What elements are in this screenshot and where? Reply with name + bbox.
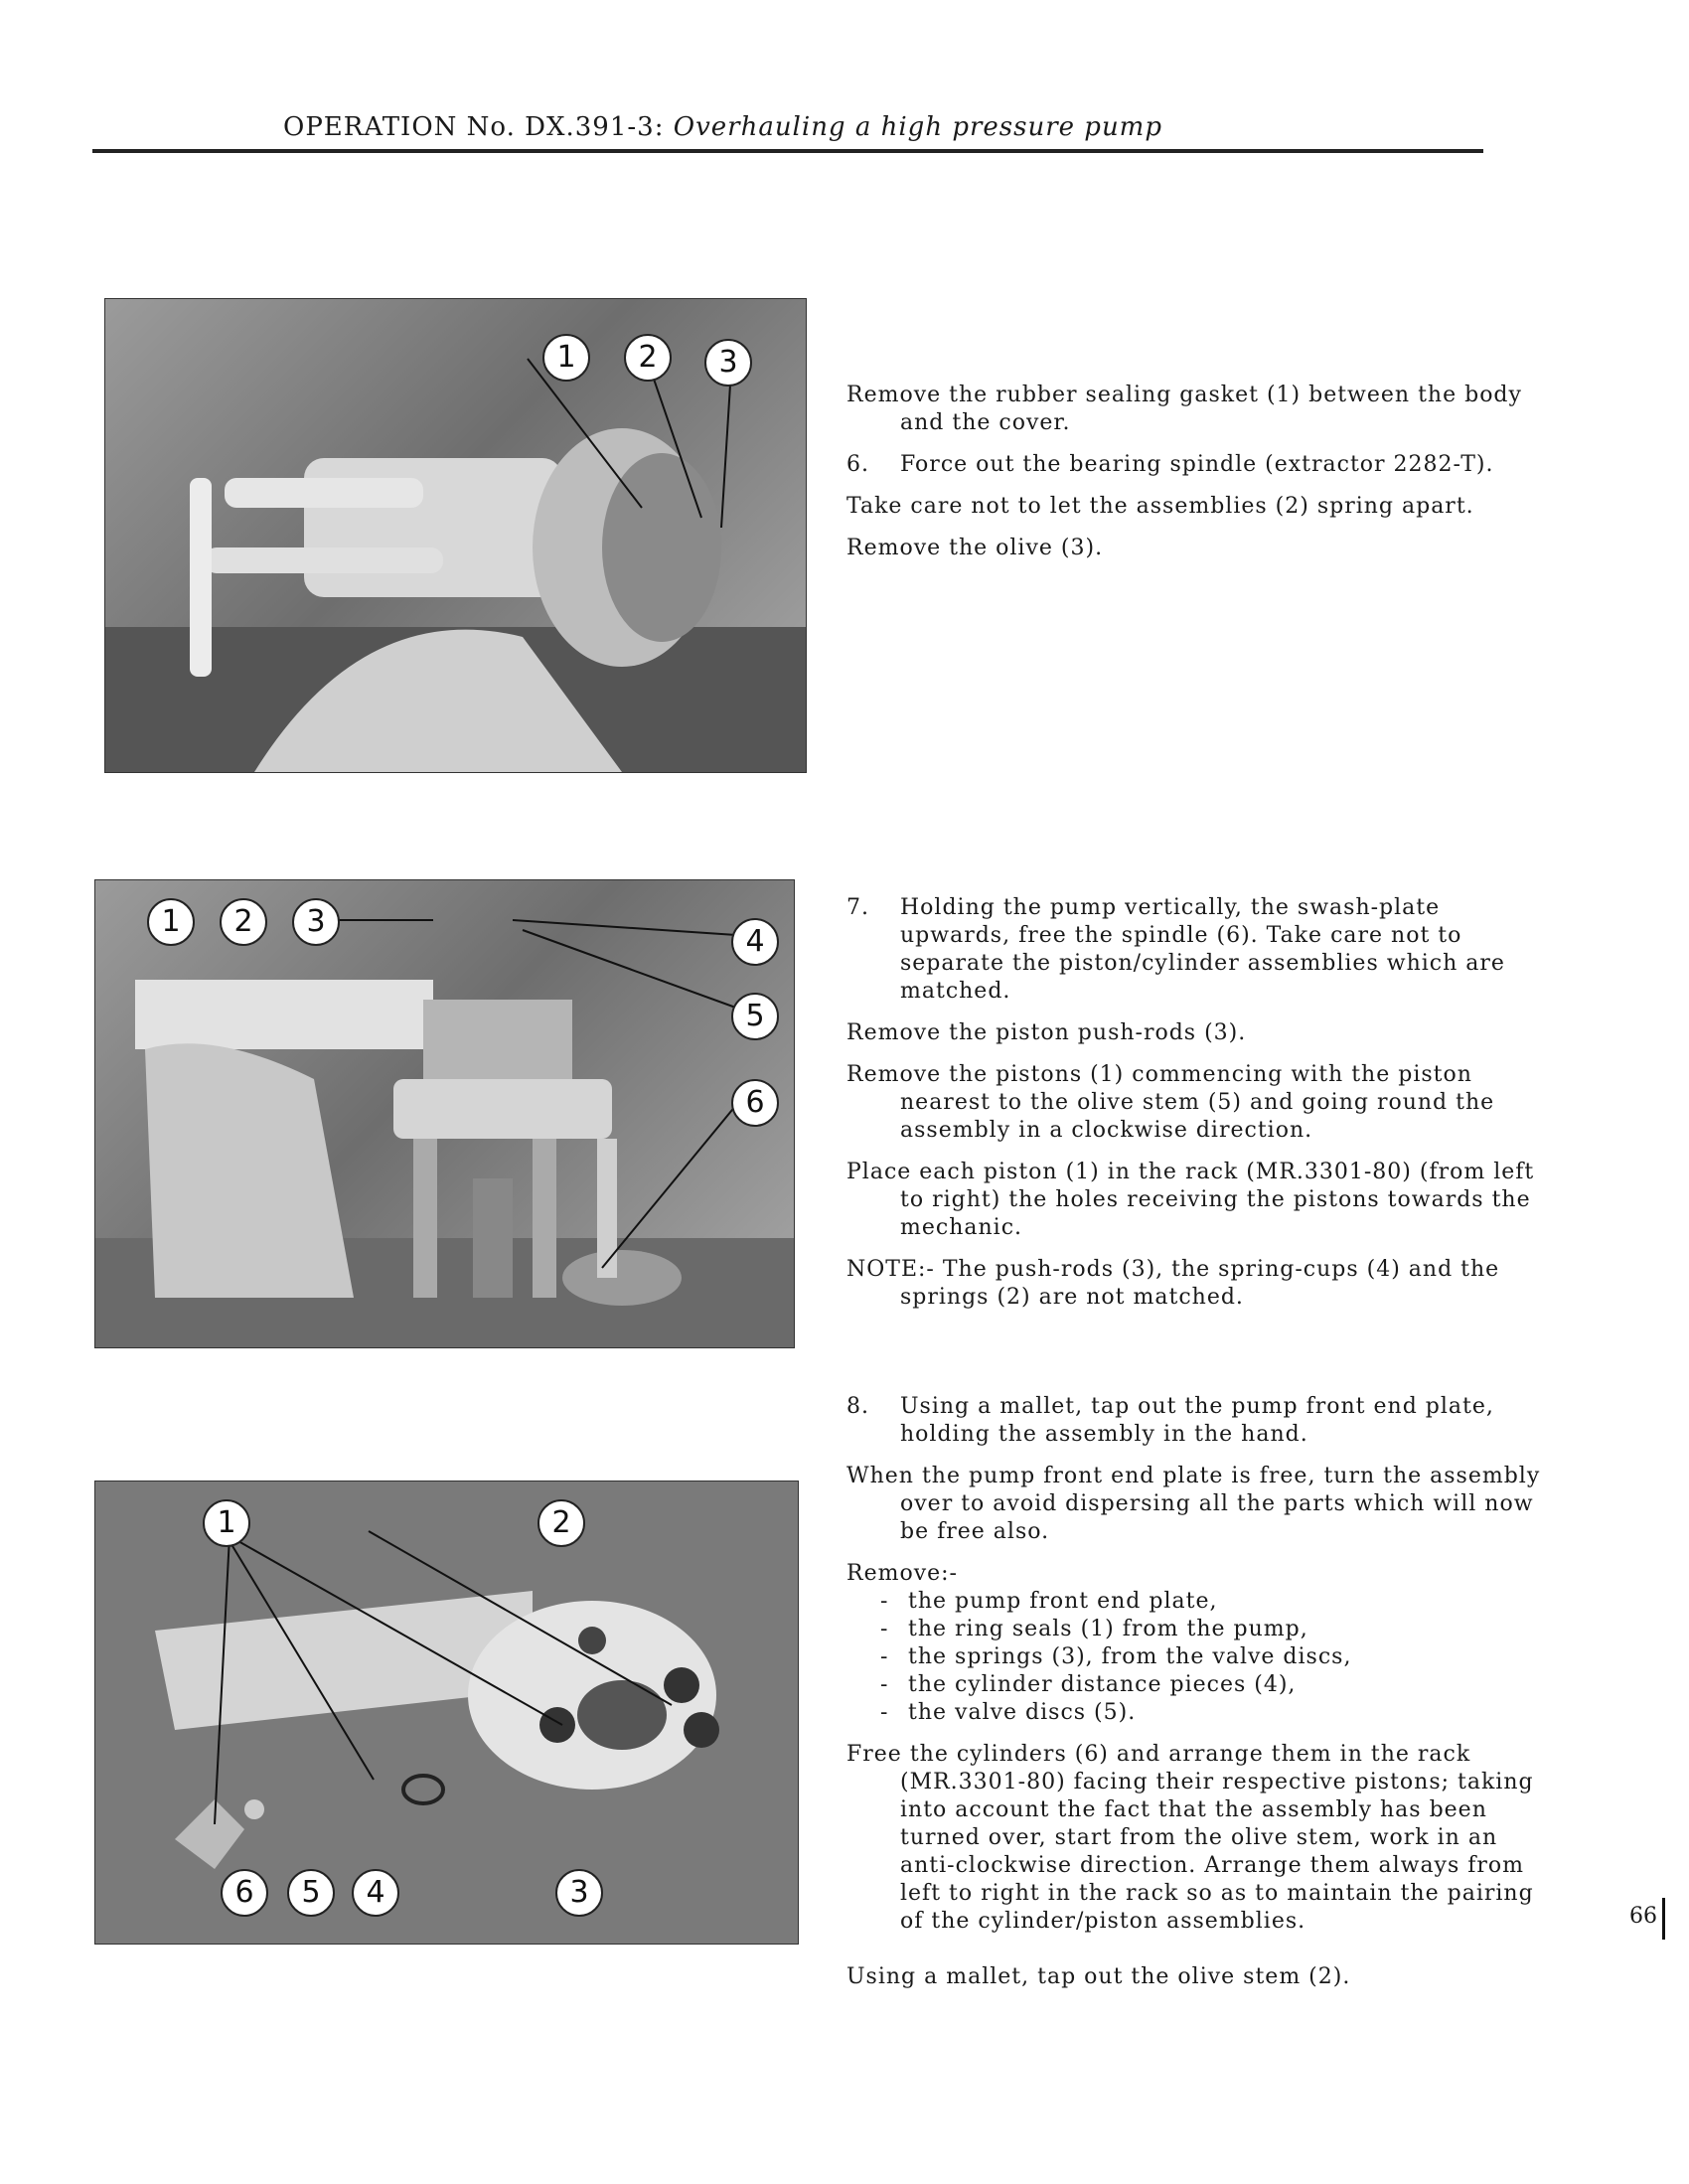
paragraph <box>846 1463 1542 1546</box>
paragraph-text: Free the cylinders (6) and arrange them in the rack (MR.3301-80) facing their respective pistons; taking into account the fact that the assembly has been turned over, start from the olive stem, work in an anti-clockwise direction. Arrange them always from left to right in the rack so as to maintain the pairing of the cylinder/piston assemblies. <box>846 1742 1534 1934</box>
figure-3-drawing <box>95 1482 798 1944</box>
step-number: 7. <box>846 895 869 920</box>
callout-1: 1 <box>542 334 590 382</box>
remove-list <box>846 1588 1542 1727</box>
figure-2-drawing <box>95 880 794 1347</box>
figure-1-photo <box>104 298 807 773</box>
callout-6: 6 <box>731 1079 779 1127</box>
list-item: - the pump front end plate, <box>880 1588 1542 1616</box>
section-3-text <box>846 1393 1542 2005</box>
figure-2-photo <box>94 879 795 1348</box>
paragraph <box>846 1963 1542 1991</box>
note <box>846 1256 1542 1312</box>
section-2-text <box>846 894 1542 1326</box>
list-item: - the valve discs (5). <box>880 1699 1542 1727</box>
paragraph <box>846 1159 1542 1242</box>
paragraph-text: Remove the rubber sealing gasket (1) between the body and the cover. <box>846 383 1522 435</box>
paragraph <box>846 1019 1542 1047</box>
paragraph-text: Using a mallet, tap out the pump front end plate, holding the assembly in the hand. <box>900 1394 1494 1447</box>
callout-3: 3 <box>704 339 752 387</box>
callout-3: 3 <box>292 898 340 946</box>
operation-number: OPERATION No. DX.391-3: <box>283 112 665 142</box>
step-8 <box>846 1393 1542 1449</box>
paragraph <box>846 1741 1542 1936</box>
paragraph-text: Using a mallet, tap out the olive stem (2). <box>846 1964 1351 1989</box>
callout-5: 5 <box>731 993 779 1040</box>
step-number: 8. <box>846 1394 869 1419</box>
figure-3-photo <box>94 1481 799 1945</box>
callout-2: 2 <box>220 898 267 946</box>
step-6 <box>846 451 1542 479</box>
operation-title: Overhauling a high pressure pump <box>673 112 1162 142</box>
list-item: - the springs (3), from the valve discs, <box>880 1643 1542 1671</box>
callout-2: 2 <box>624 334 672 382</box>
callout-5: 5 <box>287 1869 335 1917</box>
paragraph <box>846 493 1542 521</box>
paragraph <box>846 382 1542 437</box>
section-1-text <box>846 382 1542 576</box>
callout-1: 1 <box>203 1499 250 1547</box>
callout-1: 1 <box>147 898 195 946</box>
paragraph-text: Take care not to let the assemblies (2) spring apart. <box>846 494 1474 519</box>
page-marker-bar <box>1662 1898 1665 1940</box>
paragraph-text: Force out the bearing spindle (extractor 2282-T). <box>900 452 1494 477</box>
paragraph-text: Remove:- <box>846 1561 958 1586</box>
paragraph-text: Remove the olive (3). <box>846 536 1104 560</box>
page-header <box>283 112 1162 142</box>
step-7 <box>846 894 1542 1006</box>
paragraph <box>846 1061 1542 1145</box>
step-number: 6. <box>846 452 869 477</box>
callout-4: 4 <box>731 918 779 966</box>
paragraph-text: NOTE:- The push-rods (3), the spring-cups (4) and the springs (2) are not matched. <box>846 1257 1500 1310</box>
callout-2: 2 <box>537 1499 585 1547</box>
list-item: - the ring seals (1) from the pump, <box>880 1616 1542 1643</box>
paragraph-text: Remove the piston push-rods (3). <box>846 1020 1247 1045</box>
figure-1-drawing <box>105 299 806 772</box>
paragraph-text: Holding the pump vertically, the swash-plate upwards, free the spindle (6). Take care not to separate the piston/cylinder assemblies which are matched. <box>900 895 1505 1004</box>
page-number: 66 <box>1629 1904 1657 1929</box>
paragraph-text: Remove the pistons (1) commencing with the piston nearest to the olive stem (5) and going round the assembly in a clockwise direction. <box>846 1062 1495 1143</box>
callout-4: 4 <box>352 1869 399 1917</box>
paragraph <box>846 535 1542 562</box>
paragraph <box>846 1560 1542 1588</box>
header-rule <box>92 149 1483 153</box>
paragraph-text: Place each piston (1) in the rack (MR.3301-80) (from left to right) the holes receiving the pistons towards the mechanic. <box>846 1160 1535 1240</box>
list-item: - the cylinder distance pieces (4), <box>880 1671 1542 1699</box>
paragraph-text: When the pump front end plate is free, turn the assembly over to avoid dispersing all the parts which will now be free also. <box>846 1464 1541 1544</box>
callout-3: 3 <box>555 1869 603 1917</box>
callout-6: 6 <box>221 1869 268 1917</box>
